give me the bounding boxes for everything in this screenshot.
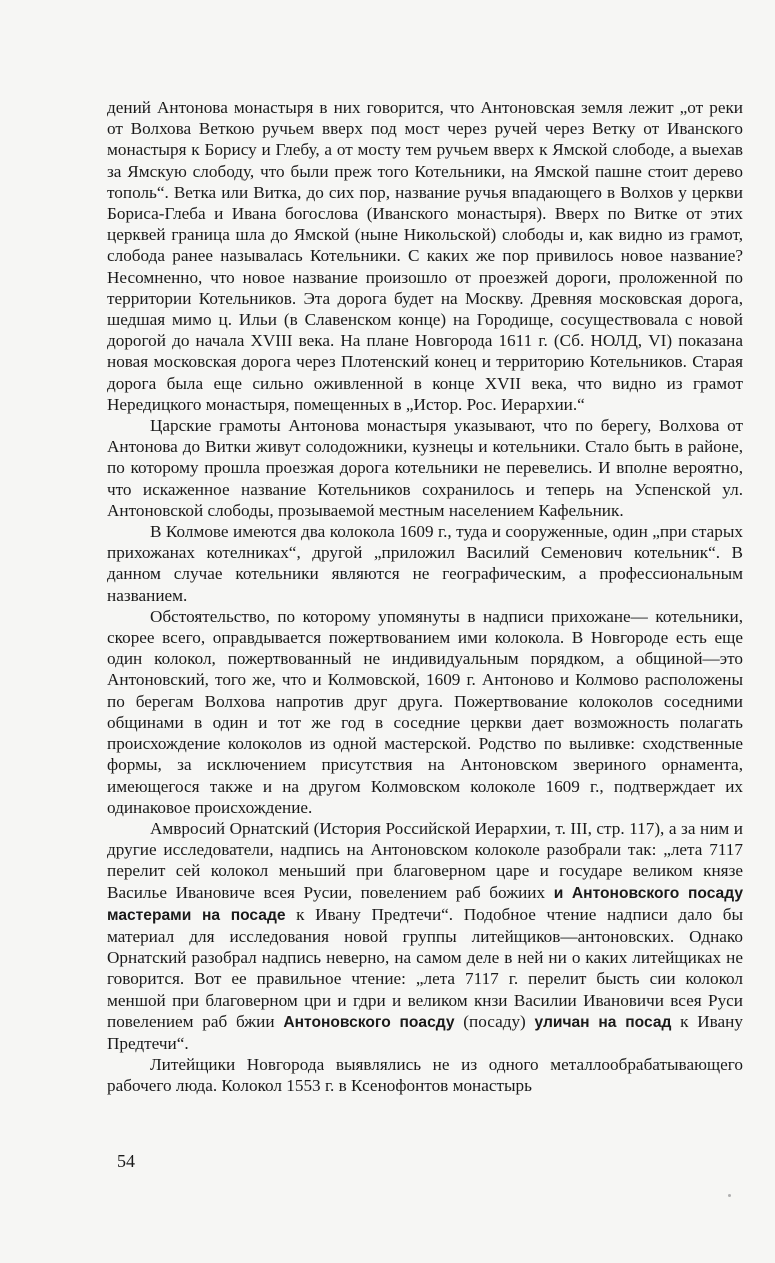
paragraph xyxy=(107,97,743,415)
text-run: Амвросий Орнатский (История Российской Иерархии, т. III, стр. 117), а за ним и другие исследователи, надпись на Антоновском колоколе разобрали так: „лета 7117 перелит сей колокол меньший при благоверном царе и государе великом князе Василье Ивановиче всея Русии, повелением раб божиих xyxy=(107,818,743,902)
text-run: В Колмове имеются два колокола 1609 г., туда и сооруженные, один „при старых прихожанах котелниках“, другой „приложил Василий Семенович котельник“. В данном случае котельники являются не географическим, а профессиональным названием. xyxy=(107,522,743,605)
text-run: (посаду) xyxy=(454,1011,535,1031)
bold-text: Антоновского поасду xyxy=(283,1013,455,1031)
paragraph xyxy=(107,1054,743,1096)
bold-text: уличан на посад xyxy=(534,1013,672,1031)
text-run: к Ивану Предтечи“. Подобное чтение надписи дало бы материал для исследования новой группы литейщиков—антоновских. Однако Орнатский разобрал надпись неверно, на самом деле в ней ни о каких литейщиках не говорится. Вот ее правильное чтение: „лета 7117 г. перелит бысть сии колокол меншой при благоверном цри и гдри и великом кнзи Василии Ивановичи всея Руси повелением раб бжии xyxy=(107,904,743,1031)
body-text xyxy=(107,97,743,1097)
paragraph xyxy=(107,818,743,1054)
text-run: Царские грамоты Антонова монастыря указывают, что по берегу, Волхова от Антонова до Витки живут солодожники, кузнецы и котельники. Стало быть в районе, по которому прошла проезжая дорога котельники не перевелись. И вполне вероятно, что искаженное название Котельников сохранилось и теперь на Успенской ул. Антоновской слободы, прозываемой местным населением Кафельник. xyxy=(107,416,743,520)
text-run: Обстоятельство, по которому упомянуты в надписи прихожане— котельники, скорее всего, оправдывается пожертвованием ими колокола. В Новгороде есть еще один колокол, пожертвованный не индивидуальным порядком, а общиной—это Антоновский, того же, что и Колмовской, 1609 г. Антоново и Колмово расположены по берегам Волхова напротив друг друга. Пожертвование колоколов соседними общинами в один и тот же год в соседние церкви дает возможность полагать происхождение колоколов из одной мастерской. Родство по выливке: сходственные формы, за исключением присутствия на Антоновском звериного орнамента, имеющегося также и на другом Колмовском колоколе 1609 г., подтверждает их одинаковое происхождение. xyxy=(107,606,743,817)
text-run: к Ивану Предтечи“. xyxy=(107,1011,743,1053)
paper-speck xyxy=(728,1194,731,1197)
bold-text: и Антоновского посаду мастерами на посаде xyxy=(107,884,743,924)
paragraph xyxy=(107,415,743,521)
paragraph xyxy=(107,606,743,818)
paragraph xyxy=(107,521,743,606)
text-run: Литейщики Новгорода выявлялись не из одного металлообрабатывающего рабочего люда. Колокол 1553 г. в Ксенофонтов монастырь xyxy=(107,1055,743,1096)
page-number: 54 xyxy=(117,1151,135,1171)
text-run: дений Антонова монастыря в них говорится, что Антоновская земля лежит „от реки от Волхова Веткою ручьем вверх под мост через ручей через Ветку от Иванского монастыря к Борису и Глебу, а от мосту тем ручьем вверх к Ямской слободе, а выехав за Ямскую слободу, что были преж того Котельники, на Ямской пашне стоит дерево тополь“. Ветка или Витка, до сих пор, название ручья впадающего в Волхов у церкви Бориса-Глеба и Ивана богослова (Иванского монастыря). Вверх по Витке от этих церквей граница шла до Ямской (ныне Никольской) слободы и, как видно из грамот, слобода ранее называлась Котельники. С каких же пор привилось новое название? Несомненно, что новое название произошло от проезжей дороги, проложенной по территории Котельников. Эта дорога будет на Москву. Древняя московская дорога, шедшая мимо ц. Ильи (в Славенском конце) на Городище, сосуществовала с новой дорогой до начала XVIII века. На плане Новгорода 1611 г. (Сб. НОЛД, VI) показана новая московская дорога через Плотенский конец и территорию Котельников. Старая дорога была еще сильно оживленной в конце XVII века, что видно из грамот Нередицкого монастыря, помещенных в „Истор. Рос. Иерархии.“ xyxy=(107,98,743,414)
